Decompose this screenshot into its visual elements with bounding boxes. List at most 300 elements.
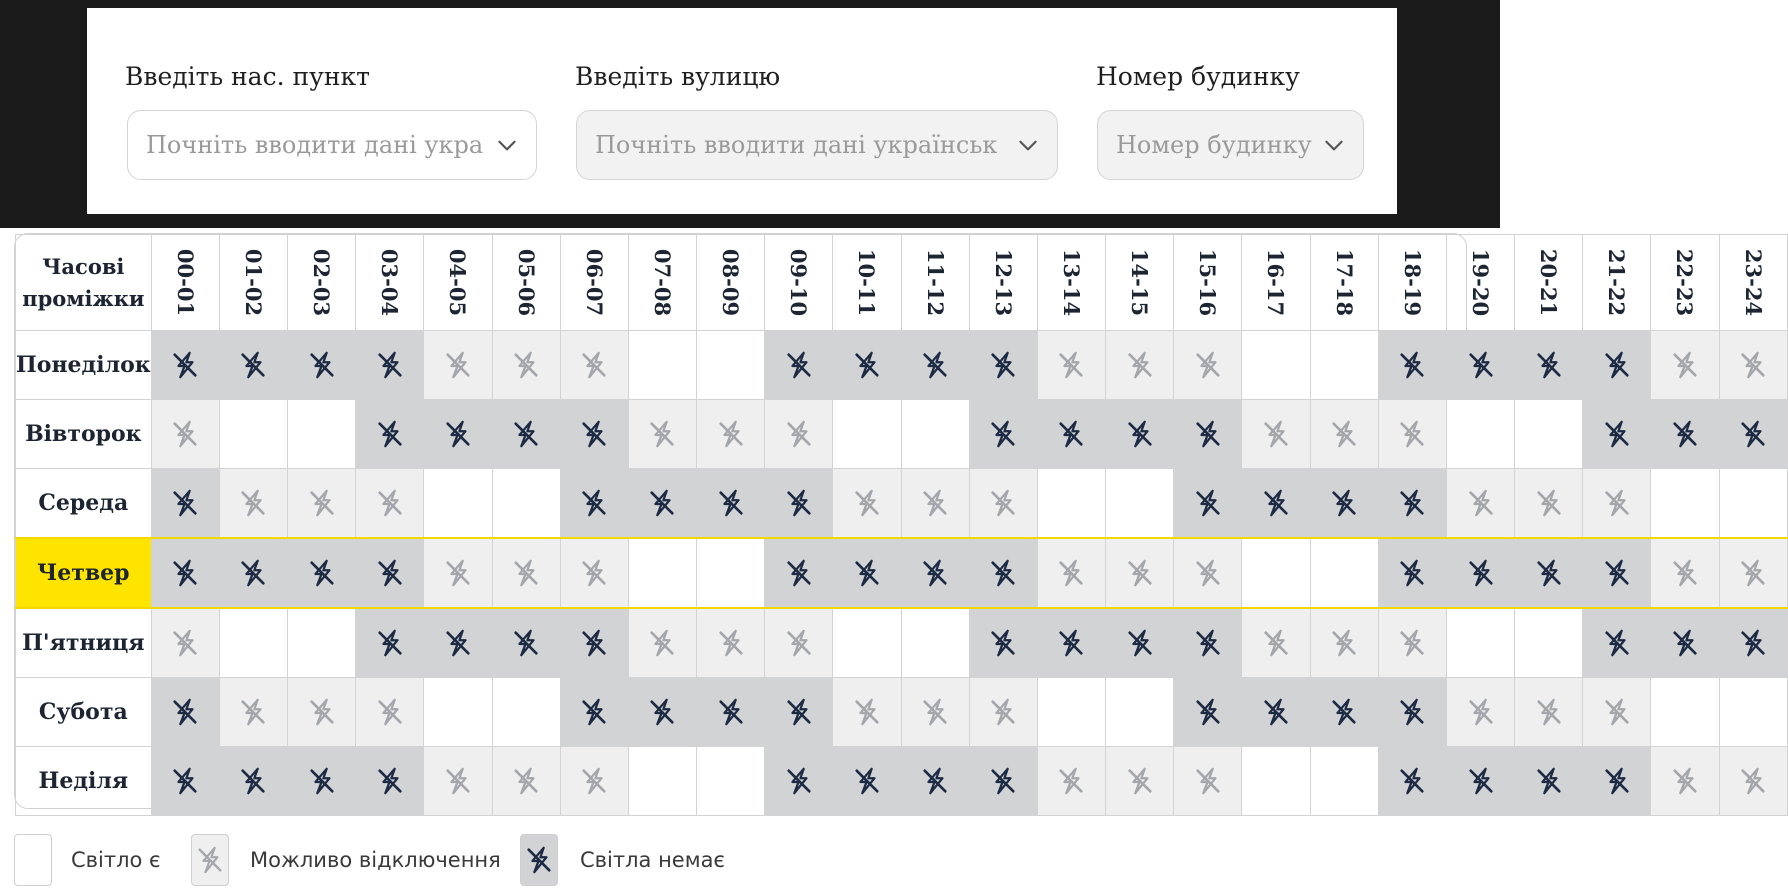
slot-cell-off [1719,400,1787,469]
slot-cell-on [1719,469,1787,539]
slot-cell-on [424,678,492,747]
power-off-icon [1397,350,1427,380]
slot-cell-off [901,331,969,400]
slot-cell-off [1174,678,1242,747]
hour-label: 18-19 [1399,248,1425,317]
slot-cell-maybe [356,469,424,539]
day-row [16,538,1788,608]
power-off-icon [511,419,541,449]
power-off-icon [1329,628,1359,658]
slot-cell-on [288,400,356,469]
legend-swatch-maybe [191,834,229,886]
power-off-icon [988,766,1018,796]
settlement-select[interactable] [127,110,537,180]
hour-label: 07-08 [649,248,675,317]
power-off-icon [238,350,268,380]
slot-cell-maybe [628,400,696,469]
slot-cell-maybe [560,747,628,816]
slot-cell-off [1242,469,1310,539]
legend-label-maybe: Можливо відключення [250,848,501,872]
legend-label-on: Світло є [71,848,161,872]
slot-cell-on [697,747,765,816]
power-off-icon [1738,419,1768,449]
slot-cell-off [219,747,287,816]
hour-header [901,235,969,331]
chevron-down-icon [1321,132,1347,158]
day-name: Понеділок [16,331,152,400]
slot-cell-on [1037,469,1105,539]
slot-cell-on [833,608,901,678]
power-off-icon [238,697,268,727]
hour-header [1310,235,1378,331]
hour-label: 12-13 [990,248,1016,317]
legend-label-off: Світла немає [580,848,725,872]
slot-cell-maybe [1106,331,1174,400]
slot-cell-off [901,538,969,608]
power-off-icon [170,558,200,588]
power-off-icon [579,697,609,727]
power-off-icon [1193,419,1223,449]
slot-cell-off [1583,747,1651,816]
slot-cell-on [1106,678,1174,747]
slot-cell-off [628,678,696,747]
power-off-icon [1534,766,1564,796]
power-off-icon [852,350,882,380]
day-name: Середа [16,469,152,539]
slot-cell-off [1446,538,1514,608]
slot-cell-maybe [765,608,833,678]
power-off-icon [1056,350,1086,380]
power-off-icon [1602,419,1632,449]
hour-label: 06-07 [581,248,607,317]
hour-label: 00-01 [172,248,198,317]
slot-cell-maybe [219,469,287,539]
hour-label: 03-04 [377,248,403,317]
slot-cell-off [492,608,560,678]
power-off-icon [1670,628,1700,658]
hour-header [288,235,356,331]
power-off-icon [1329,697,1359,727]
slot-cell-on [492,469,560,539]
power-off-icon [784,488,814,518]
power-off-icon [647,488,677,518]
hour-header [1242,235,1310,331]
power-off-icon [307,766,337,796]
slot-cell-off [151,747,219,816]
slot-cell-maybe [288,469,356,539]
day-name: П'ятниця [16,608,152,678]
power-off-icon [920,488,950,518]
power-off-icon [307,488,337,518]
slot-cell-on [628,747,696,816]
power-off-icon [988,419,1018,449]
slot-cell-maybe [697,400,765,469]
slot-cell-on [1515,400,1583,469]
hour-header [765,235,833,331]
hour-header [492,235,560,331]
power-off-icon [1534,350,1564,380]
power-off-icon [1193,766,1223,796]
slot-cell-on [1242,538,1310,608]
power-off-icon [1397,558,1427,588]
slot-cell-off [219,538,287,608]
slot-cell-on [1719,678,1787,747]
slot-cell-off [1106,608,1174,678]
power-off-icon [375,628,405,658]
slot-cell-on [1515,608,1583,678]
power-off-icon [238,488,268,518]
slot-cell-on [1651,678,1719,747]
slot-cell-off [1174,608,1242,678]
power-off-icon [1125,350,1155,380]
hour-header [1037,235,1105,331]
schedule-table [15,234,1788,816]
hour-label: 21-22 [1604,248,1630,317]
power-off-icon [1670,350,1700,380]
slot-cell-off [356,747,424,816]
address-form [87,8,1397,214]
slot-cell-on [901,400,969,469]
slot-cell-maybe [1106,747,1174,816]
slot-cell-off [1378,747,1446,816]
hour-label: 13-14 [1058,248,1084,317]
power-off-icon [1466,558,1496,588]
slot-cell-on [1651,469,1719,539]
hour-header [356,235,424,331]
power-off-icon [716,697,746,727]
slot-cell-off [288,747,356,816]
slot-cell-maybe [1310,608,1378,678]
slot-cell-on [1446,608,1514,678]
day-row [16,747,1788,816]
slot-cell-on [628,538,696,608]
hour-label: 04-05 [445,248,471,317]
power-off-icon [443,350,473,380]
outage-schedule [14,233,1766,809]
power-off-icon [170,488,200,518]
slot-cell-off [1719,608,1787,678]
power-off-icon [784,697,814,727]
slot-cell-off [1037,400,1105,469]
power-off-icon [1466,488,1496,518]
slot-cell-maybe [1583,678,1651,747]
power-off-icon [1261,488,1291,518]
power-off-icon [784,350,814,380]
power-off-icon [375,488,405,518]
power-off-icon [1466,766,1496,796]
slot-cell-maybe [1174,747,1242,816]
power-off-icon [579,628,609,658]
hour-label: 23-24 [1740,248,1766,317]
power-off-icon [1602,628,1632,658]
settlement-label: Введіть нас. пункт [125,62,370,91]
hour-label: 10-11 [854,248,880,317]
slot-cell-on [697,331,765,400]
slot-cell-off [560,678,628,747]
power-off-icon [1193,558,1223,588]
hour-header [1446,235,1514,331]
slot-cell-maybe [288,678,356,747]
power-off-icon [1670,766,1700,796]
slot-cell-off [697,678,765,747]
slot-cell-maybe [1719,747,1787,816]
chevron-down-icon [1015,132,1041,158]
power-off-icon [1466,697,1496,727]
power-off-icon [1602,697,1632,727]
house-label: Номер будинку [1096,62,1300,91]
slot-cell-off [356,608,424,678]
power-off-icon [784,628,814,658]
slot-cell-on [219,400,287,469]
slot-cell-maybe [1378,400,1446,469]
day-name: Субота [16,678,152,747]
power-off-icon [988,350,1018,380]
power-off-icon [170,628,200,658]
power-off-icon [1329,488,1359,518]
power-off-icon [920,558,950,588]
slot-cell-on [219,608,287,678]
hour-label: 14-15 [1127,248,1153,317]
power-off-icon [238,766,268,796]
slot-cell-off [560,608,628,678]
power-off-icon [1056,628,1086,658]
power-off-icon [1193,488,1223,518]
power-off-icon [443,766,473,796]
power-off-icon [852,697,882,727]
slot-cell-off [356,538,424,608]
power-off-icon [195,845,225,875]
power-off-icon [784,558,814,588]
slot-cell-off [1515,747,1583,816]
legend-swatch-off [520,834,558,886]
hour-header [628,235,696,331]
power-off-icon [1193,697,1223,727]
hour-label: 16-17 [1263,248,1289,317]
power-off-icon [1397,419,1427,449]
slot-cell-maybe [901,469,969,539]
power-off-icon [238,558,268,588]
slot-cell-maybe [1515,469,1583,539]
slot-cell-on [288,608,356,678]
slot-cell-off [288,331,356,400]
power-off-icon [375,766,405,796]
power-off-icon [716,628,746,658]
hour-header [560,235,628,331]
slot-cell-maybe [1651,747,1719,816]
slot-cell-off [560,469,628,539]
slot-cell-maybe [151,400,219,469]
slot-cell-off [1378,538,1446,608]
slot-cell-off [1583,331,1651,400]
power-off-icon [307,558,337,588]
slot-cell-on [628,331,696,400]
street-placeholder: Почніть вводити дані українськ [595,131,998,159]
power-off-icon [1534,558,1564,588]
power-off-icon [170,766,200,796]
power-off-icon [1738,558,1768,588]
slot-cell-off [1037,608,1105,678]
slot-cell-on [901,608,969,678]
slot-cell-maybe [356,678,424,747]
power-off-icon [920,350,950,380]
power-off-icon [1056,558,1086,588]
slot-cell-maybe [424,747,492,816]
slot-cell-maybe [1174,331,1242,400]
day-name: Вівторок [16,400,152,469]
street-select[interactable] [576,110,1058,180]
power-off-icon [375,697,405,727]
slot-cell-off [765,538,833,608]
house-placeholder: Номер будинку [1116,131,1312,159]
slot-cell-maybe [697,608,765,678]
slot-cell-on [1310,747,1378,816]
power-off-icon [852,488,882,518]
slot-cell-off [833,331,901,400]
slot-cell-off [969,538,1037,608]
hour-header [1719,235,1787,331]
hour-label: 22-23 [1672,248,1698,317]
slot-cell-maybe [1174,538,1242,608]
hour-label: 17-18 [1331,248,1357,317]
power-off-icon [784,766,814,796]
slot-cell-on [833,400,901,469]
slot-cell-maybe [901,678,969,747]
power-off-icon [511,766,541,796]
power-off-icon [1738,628,1768,658]
power-off-icon [1125,628,1155,658]
slot-cell-off [628,469,696,539]
legend-swatch-on [14,834,52,886]
slot-cell-maybe [1651,331,1719,400]
slot-cell-maybe [628,608,696,678]
slot-cell-on [1242,747,1310,816]
hour-header [969,235,1037,331]
slot-cell-maybe [492,538,560,608]
power-off-icon [579,488,609,518]
power-off-icon [170,419,200,449]
power-off-icon [716,419,746,449]
slot-cell-off [969,747,1037,816]
house-select[interactable] [1097,110,1364,180]
slot-cell-off [151,469,219,539]
hour-header [1106,235,1174,331]
power-off-icon [307,350,337,380]
slot-cell-off [765,747,833,816]
slot-cell-off [969,331,1037,400]
power-off-icon [511,628,541,658]
slot-cell-on [1446,400,1514,469]
slot-cell-off [765,678,833,747]
slot-cell-on [1310,331,1378,400]
hour-header [1651,235,1719,331]
power-off-icon [1534,488,1564,518]
slot-cell-maybe [1651,538,1719,608]
hour-header [424,235,492,331]
slot-cell-maybe [492,747,560,816]
power-off-icon [1397,766,1427,796]
slot-cell-maybe [151,608,219,678]
power-off-icon [375,419,405,449]
slot-cell-maybe [969,678,1037,747]
slot-cell-off [1174,400,1242,469]
slot-cell-maybe [424,331,492,400]
slot-cell-off [1515,331,1583,400]
day-row [16,608,1788,678]
power-off-icon [1602,488,1632,518]
hour-header [1174,235,1242,331]
hour-header [219,235,287,331]
slot-cell-off [1446,747,1514,816]
power-off-icon [1125,419,1155,449]
hour-header [833,235,901,331]
slot-cell-maybe [560,538,628,608]
power-off-icon [1602,766,1632,796]
chevron-down-icon [494,132,520,158]
power-off-icon [579,350,609,380]
power-off-icon [443,558,473,588]
power-off-icon [1738,350,1768,380]
slot-cell-maybe [1719,331,1787,400]
slot-cell-maybe [1583,469,1651,539]
slot-cell-maybe [560,331,628,400]
power-off-icon [170,350,200,380]
slot-cell-maybe [1242,608,1310,678]
slot-cell-on [424,469,492,539]
slot-cell-off [356,400,424,469]
hour-label: 09-10 [786,248,812,317]
street-label: Введіть вулицю [575,62,781,91]
hour-header [1515,235,1583,331]
slot-cell-off [1378,331,1446,400]
slot-cell-off [1174,469,1242,539]
hour-label: 19-20 [1468,248,1494,317]
slot-cell-off [1106,400,1174,469]
slot-cell-on [1242,331,1310,400]
slot-cell-maybe [1106,538,1174,608]
slot-cell-off [1651,400,1719,469]
day-name: Неділя [16,747,152,816]
hour-header [151,235,219,331]
slot-cell-off [560,400,628,469]
slot-cell-off [1378,469,1446,539]
power-off-icon [443,419,473,449]
hour-label: 20-21 [1536,248,1562,317]
slot-cell-off [833,538,901,608]
slot-cell-off [151,678,219,747]
slot-cell-off [969,400,1037,469]
slot-cell-off [1583,538,1651,608]
power-off-icon [579,419,609,449]
settlement-placeholder: Почніть вводити дані укра [146,131,484,159]
slot-cell-on [1106,469,1174,539]
header-row [16,235,1788,331]
slot-cell-off [424,400,492,469]
power-off-icon [1670,558,1700,588]
slot-cell-off [1242,678,1310,747]
slot-cell-off [288,538,356,608]
power-off-icon [1466,350,1496,380]
power-off-icon [1738,766,1768,796]
slot-cell-maybe [833,469,901,539]
day-row [16,400,1788,469]
slot-cell-maybe [492,331,560,400]
slot-cell-maybe [1242,400,1310,469]
power-off-icon [988,628,1018,658]
time-slots-header: Часові проміжки [16,235,152,331]
hour-header [697,235,765,331]
slot-cell-maybe [219,678,287,747]
slot-cell-off [1446,331,1514,400]
